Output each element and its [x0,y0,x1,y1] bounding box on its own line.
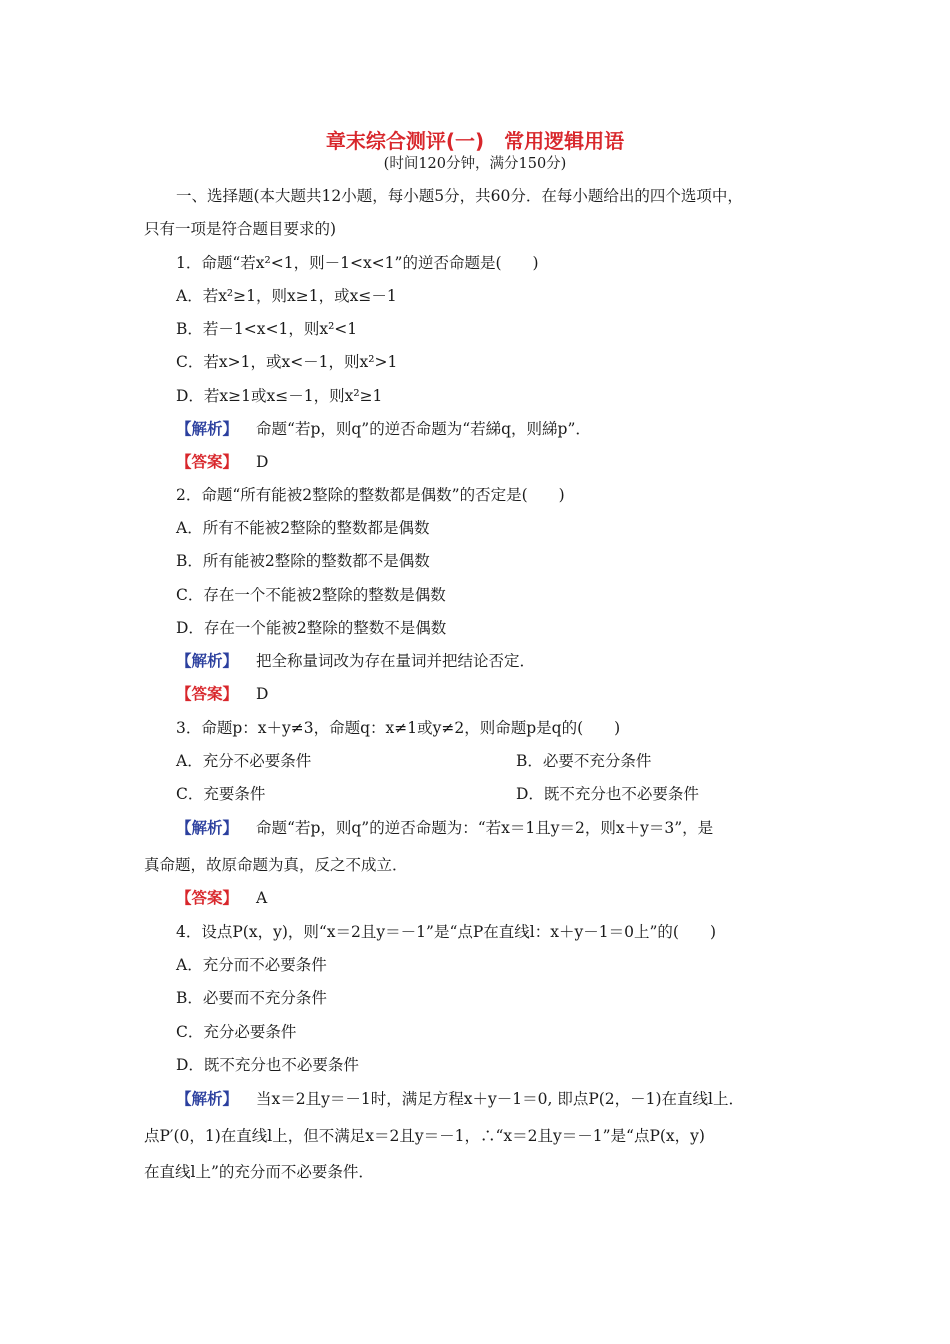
q2-answer [176,684,268,704]
q2-option-b: B．所有能被2整除的整数都不是偶数 [176,552,430,570]
q3-option-a: A．充分不必要条件 [176,752,312,770]
q2-answer-value: D [256,685,269,703]
q3-analysis-text-1: 命题“若p，则q”的逆否命题为：“若x＝1且y＝2，则x＋y＝3”，是 [256,819,714,837]
q1-answer [176,452,268,472]
q3-answer [176,888,267,908]
answer-label: 【答案】 [176,685,239,703]
q2-stem: 2．命题“所有能被2整除的整数都是偶数”的否定是( ) [176,486,565,504]
answer-label: 【答案】 [176,889,239,907]
q3-option-b: B．必要不充分条件 [516,752,652,770]
q1-option-c: C．若x>1，或x<－1，则x²>1 [176,353,398,371]
q4-stem: 4．设点P(x，y)，则“x＝2且y＝－1”是“点P在直线l：x＋y－1＝0上”的( ) [176,923,717,941]
analysis-label: 【解析】 [176,420,239,438]
q4-analysis-line3: 在直线l上”的充分而不必要条件． [144,1163,374,1181]
q1-option-d: D．若x≥1或x≤－1，则x²≥1 [176,387,383,405]
q4-analysis-line2: 点P′(0，1)在直线l上，但不满足x＝2且y＝－1，∴“x＝2且y＝－1”是“点P(x，y) [144,1127,705,1145]
q2-option-a: A．所有不能被2整除的整数都是偶数 [176,519,430,537]
q2-analysis-text: 把全称量词改为存在量词并把结论否定． [256,652,536,670]
page-title: 章末综合测评(一) 常用逻辑用语 [325,129,625,153]
q4-option-a: A．充分而不必要条件 [176,956,327,974]
q4-analysis-line1 [176,1089,744,1109]
q3-stem: 3．命题p：x＋y≠3，命题q：x≠1或y≠2，则命题p是q的( ) [176,719,621,737]
q2-option-c: C．存在一个不能被2整除的整数是偶数 [176,586,446,604]
q2-option-d: D．存在一个能被2整除的整数不是偶数 [176,619,447,637]
answer-label: 【答案】 [176,453,239,471]
q1-option-b: B．若－1<x<1，则x²<1 [176,320,358,338]
analysis-label: 【解析】 [176,819,239,837]
page-subtitle: (时间120分钟，满分150分) [383,156,567,172]
q1-option-a: A．若x²≥1，则x≥1，或x≤－1 [176,287,397,305]
q1-stem: 1．命题“若x²<1，则－1<x<1”的逆否命题是( ) [176,254,539,272]
q3-analysis-line2: 真命题，故原命题为真，反之不成立． [144,856,408,874]
q3-analysis-line1 [176,818,713,838]
q1-answer-value: D [256,453,269,471]
q4-option-b: B．必要而不充分条件 [176,989,327,1007]
analysis-label: 【解析】 [176,652,239,670]
q3-option-c: C．充要条件 [176,785,266,803]
q1-analysis [176,419,591,439]
analysis-label: 【解析】 [176,1090,239,1108]
q4-option-c: C．充分必要条件 [176,1023,297,1041]
q1-analysis-text: 命题“若p，则q”的逆否命题为“若綈q，则綈p”． [256,420,591,438]
q3-answer-value: A [256,889,268,907]
q4-option-d: D．既不充分也不必要条件 [176,1056,359,1074]
section-heading-line1: 一、选择题(本大题共12小题，每小题5分，共60分．在每小题给出的四个选项中， [176,187,743,205]
q3-option-d: D．既不充分也不必要条件 [516,785,699,803]
q4-analysis-text-1: 当x＝2且y＝－1时，满足方程x＋y－1＝0, 即点P(2，－1)在直线l上． [256,1090,745,1108]
section-heading-line2: 只有一项是符合题目要求的) [144,220,337,238]
q2-analysis [176,651,535,671]
